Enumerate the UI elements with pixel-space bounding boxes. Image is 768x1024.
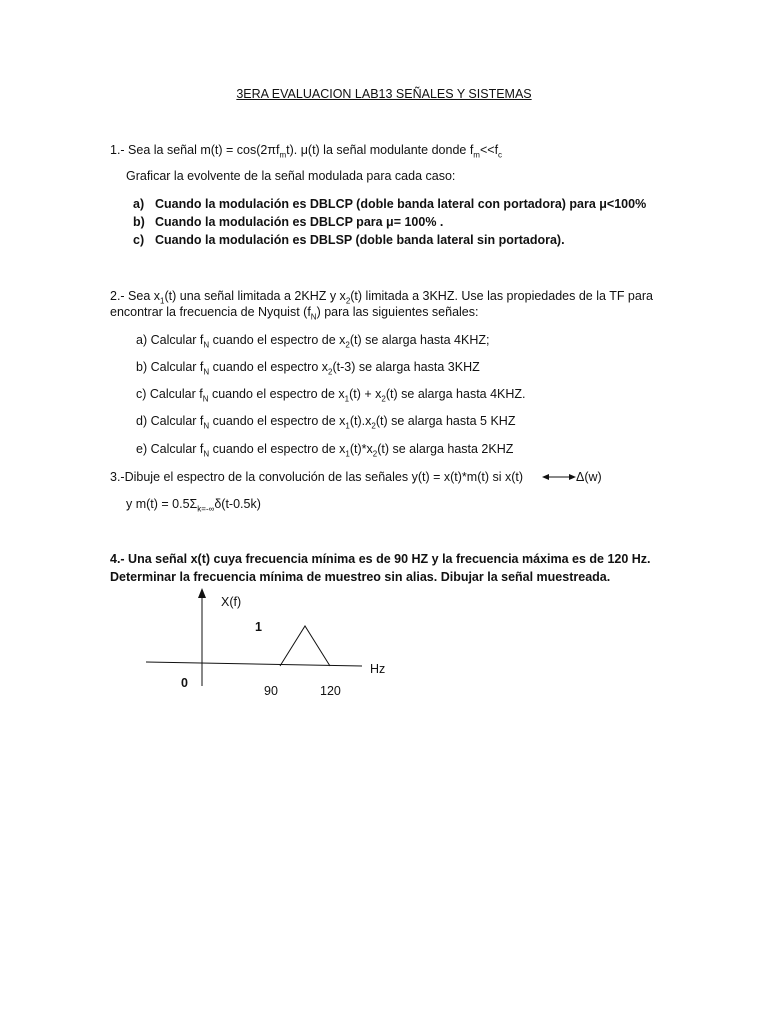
q2-item-e-a: e) Calcular f xyxy=(136,442,204,456)
y-axis-arrowhead xyxy=(198,588,206,598)
q2-item-a-sub2: 2 xyxy=(345,340,350,350)
q1-item-b-mark: b) xyxy=(133,215,145,229)
q2-item-b-sub: N xyxy=(203,367,210,377)
q1-item-b-text: Cuando la modulación es DBLCP para μ= 100% . xyxy=(155,215,444,229)
q2-item-d-a: d) Calcular f xyxy=(136,414,204,428)
q2-line1-c: (t) limitada a 3KHZ. Use las propiedades de la TF para xyxy=(350,289,653,303)
q3-line2-b: δ(t-0.5k) xyxy=(214,497,261,511)
figure-tick-120: 120 xyxy=(320,684,341,698)
q2-item-c-b: cuando el espectro de x xyxy=(208,387,345,401)
figure-origin-label: 0 xyxy=(181,676,188,690)
q2-item-d-c: (t).x xyxy=(349,414,372,428)
q2-line1-a: 2.- Sea x xyxy=(110,289,161,303)
q1-item-a xyxy=(133,196,646,212)
q2-item-e-sub3: 2 xyxy=(372,449,378,459)
spectrum-triangle xyxy=(280,626,330,666)
q1-sub-m: m xyxy=(279,150,287,160)
q2-item-c-sub2: 1 xyxy=(344,394,350,404)
q2-item-e-sub2: 1 xyxy=(345,449,350,459)
q1-item-a-text: Cuando la modulación es DBLCP (doble banda lateral con portadora) para μ<100% xyxy=(155,197,647,211)
figure-peak-label: 1 xyxy=(255,620,262,634)
q2-item-d-sub3: 2 xyxy=(371,421,376,431)
q1-item-c-mark: c) xyxy=(133,233,145,247)
q4-line2: Determinar la frecuencia mínima de muestreo sin alias. Dibujar la señal muestreada. xyxy=(110,570,611,584)
q2-item-d-sub2: 1 xyxy=(345,421,350,431)
q2-item-e xyxy=(136,441,513,457)
figure-tick-90: 90 xyxy=(264,684,278,698)
q2-item-e-b: cuando el espectro de x xyxy=(209,442,346,456)
q2-item-a xyxy=(136,332,489,348)
q2-item-d-sub: N xyxy=(203,421,210,431)
q3-line2 xyxy=(126,496,261,512)
q1-item-c xyxy=(133,232,565,248)
page-title: 3ERA EVALUACION LAB13 SEÑALES Y SISTEMAS xyxy=(236,87,532,101)
figure-x-unit: Hz xyxy=(370,662,386,676)
q2-item-e-c: (t)*x xyxy=(349,442,373,456)
q3-line2-sub: k=-∞ xyxy=(197,504,215,514)
q2-item-c-c: (t) + x xyxy=(349,387,382,401)
q2-item-b-b: cuando el espectro x xyxy=(209,360,328,374)
q3-line1 xyxy=(110,469,523,485)
q2-line1-b: (t) una señal limitada a 2KHZ y x xyxy=(164,289,346,303)
q2-item-d-d: (t) se alarga hasta 5 KHZ xyxy=(375,414,516,428)
q2-item-a-b: cuando el espectro de x xyxy=(209,333,346,347)
q2-item-b xyxy=(136,359,480,375)
q2-line2-sub: N xyxy=(310,312,317,322)
q2-line2-b: ) para las siguientes señales: xyxy=(316,305,479,319)
q3-line2-a: y m(t) = 0.5Σ xyxy=(126,497,198,511)
q1-statement xyxy=(110,142,502,158)
q3-delta: Δ(w) xyxy=(576,470,602,484)
q2-line1 xyxy=(110,288,653,304)
q2-line1-sub1: 1 xyxy=(160,296,165,306)
double-arrow-icon xyxy=(542,470,576,484)
q2-item-b-sub2: 2 xyxy=(328,367,333,377)
q1-mid: t). μ(t) la señal modulante donde f xyxy=(286,143,474,157)
q1-item-b xyxy=(133,214,443,230)
figure-y-label: X(f) xyxy=(221,595,242,609)
q1-lt: <<f xyxy=(479,143,499,157)
q2-item-b-a: b) Calcular f xyxy=(136,360,204,374)
q2-item-a-a: a) Calcular f xyxy=(136,333,204,347)
q2-line1-sub2: 2 xyxy=(345,296,351,306)
q2-item-c xyxy=(136,386,526,402)
q2-item-e-d: (t) se alarga hasta 2KHZ xyxy=(377,442,514,456)
q2-item-c-sub: N xyxy=(202,394,209,404)
q1-item-a-mark: a) xyxy=(133,197,145,211)
q2-item-e-sub: N xyxy=(203,449,210,459)
q2-item-d xyxy=(136,413,515,429)
q2-line2-a: encontrar la frecuencia de Nyquist (f xyxy=(110,305,311,319)
q2-item-a-c: (t) se alarga hasta 4KHZ; xyxy=(349,333,490,347)
q2-item-c-d: (t) se alarga hasta 4KHZ. xyxy=(385,387,526,401)
q2-item-c-a: c) Calcular f xyxy=(136,387,203,401)
q1-sub-c: c xyxy=(498,150,503,160)
q4-line1: 4.- Una señal x(t) cuya frecuencia mínima es de 90 HZ y la frecuencia máxima es de 120 Hz. xyxy=(110,552,651,566)
q2-line2 xyxy=(110,304,478,320)
q2-item-c-sub3: 2 xyxy=(381,394,386,404)
q2-item-d-b: cuando el espectro de x xyxy=(209,414,346,428)
q1-instruction: Graficar la evolvente de la señal modulada para cada caso: xyxy=(126,169,456,183)
q3-line1-text: 3.-Dibuje el espectro de la convolución de las señales y(t) = x(t)*m(t) si x(t) xyxy=(110,470,524,484)
q1-item-c-text: Cuando la modulación es DBLSP (doble banda lateral sin portadora). xyxy=(155,233,565,247)
q2-item-a-sub: N xyxy=(203,340,210,350)
q1-sub-m2: m xyxy=(473,150,480,160)
q2-item-b-c: (t-3) se alarga hasta 3KHZ xyxy=(332,360,480,374)
q1-prefix: 1.- Sea la señal m(t) = cos(2πf xyxy=(110,143,280,157)
